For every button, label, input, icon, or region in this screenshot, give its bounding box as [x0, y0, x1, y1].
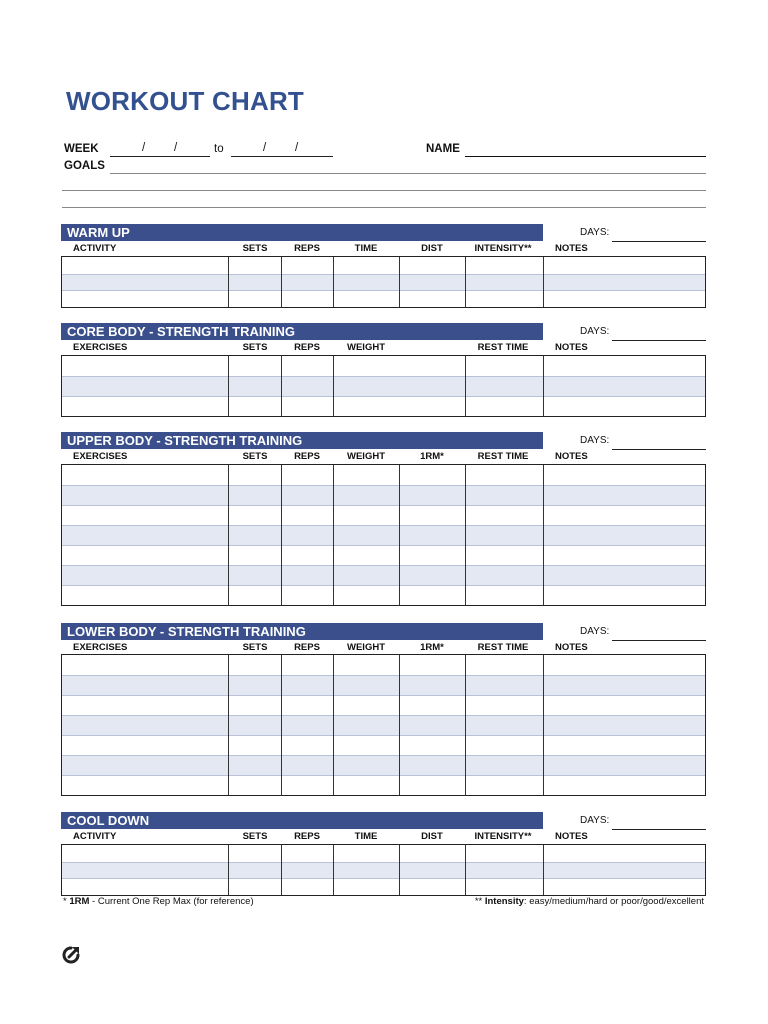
column-header: REPS	[294, 451, 320, 462]
date-separator: /	[174, 142, 178, 154]
date-separator: /	[142, 142, 146, 154]
table-lower	[61, 654, 706, 796]
table-row[interactable]	[62, 465, 705, 485]
column-header: NOTES	[555, 831, 588, 842]
column-header: WEIGHT	[347, 342, 385, 353]
table-row[interactable]	[62, 525, 705, 546]
column-header: SETS	[242, 243, 268, 254]
days-field[interactable]	[612, 449, 706, 450]
column-divider	[281, 655, 282, 795]
table-warmup	[61, 256, 706, 308]
days-field[interactable]	[612, 640, 706, 641]
column-divider	[465, 655, 466, 795]
page-title: WORKOUT CHART	[66, 86, 305, 116]
footnote-1rm: * 1RM - Current One Rep Max (for reference)	[63, 896, 254, 907]
footnote-intensity: ** Intensity: easy/medium/hard or poor/good/excellent	[474, 896, 704, 907]
table-row[interactable]	[62, 735, 705, 756]
column-header: TIME	[354, 243, 378, 254]
column-divider	[281, 845, 282, 895]
column-header: EXERCISES	[73, 451, 128, 462]
column-divider	[543, 257, 544, 307]
table-row[interactable]	[62, 675, 705, 696]
column-header: INTENSITY**	[474, 831, 532, 842]
column-header: NOTES	[555, 342, 588, 353]
column-header: SETS	[242, 342, 268, 353]
column-divider	[399, 465, 400, 605]
column-header: EXERCISES	[73, 642, 128, 653]
column-header: REPS	[294, 831, 320, 842]
refresh-arrow-icon	[61, 945, 81, 965]
column-divider	[465, 845, 466, 895]
column-header: SETS	[242, 642, 268, 653]
date-separator: /	[263, 142, 267, 154]
week-label: WEEK	[64, 143, 99, 155]
days-field[interactable]	[612, 241, 706, 242]
date-separator: /	[295, 142, 299, 154]
column-header: DIST	[421, 831, 443, 842]
column-header: NOTES	[555, 243, 588, 254]
section-title-lower: LOWER BODY - STRENGTH TRAINING	[61, 623, 543, 640]
name-label: NAME	[426, 143, 460, 155]
column-divider	[333, 356, 334, 416]
column-header: DIST	[421, 243, 443, 254]
table-row[interactable]	[62, 585, 705, 606]
column-divider	[543, 465, 544, 605]
section-title-cooldown: COOL DOWN	[61, 812, 543, 829]
days-label: DAYS:	[580, 326, 610, 337]
column-divider	[543, 845, 544, 895]
column-divider	[543, 356, 544, 416]
table-row[interactable]	[62, 695, 705, 716]
table-upper	[61, 464, 706, 606]
column-header: NOTES	[555, 451, 588, 462]
goals-label: GOALS	[64, 160, 105, 172]
column-divider	[281, 356, 282, 416]
column-header: NOTES	[555, 642, 588, 653]
column-header: WEIGHT	[347, 642, 385, 653]
column-divider	[333, 465, 334, 605]
table-row[interactable]	[62, 485, 705, 506]
table-row[interactable]	[62, 274, 705, 292]
days-label: DAYS:	[580, 626, 610, 637]
column-header: REPS	[294, 342, 320, 353]
table-row[interactable]	[62, 565, 705, 586]
column-divider	[228, 465, 229, 605]
footnote-intensity-term: Intensity	[484, 896, 524, 907]
column-divider	[333, 845, 334, 895]
table-row[interactable]	[62, 715, 705, 736]
footnote-1rm-term: 1RM	[69, 896, 90, 907]
column-divider	[333, 655, 334, 795]
column-divider	[399, 257, 400, 307]
table-row[interactable]	[62, 878, 705, 896]
column-header: REST TIME	[477, 342, 529, 353]
days-label: DAYS:	[580, 435, 610, 446]
column-divider	[399, 845, 400, 895]
table-row[interactable]	[62, 290, 705, 308]
column-header: ACTIVITY	[73, 831, 117, 842]
days-field[interactable]	[612, 829, 706, 830]
goals-line-1[interactable]	[110, 173, 706, 174]
column-divider	[465, 356, 466, 416]
table-row[interactable]	[62, 376, 705, 397]
column-header: WEIGHT	[347, 451, 385, 462]
table-core	[61, 355, 706, 417]
column-header: TIME	[354, 831, 378, 842]
column-divider	[543, 655, 544, 795]
column-divider	[228, 356, 229, 416]
table-row[interactable]	[62, 862, 705, 880]
table-row[interactable]	[62, 545, 705, 566]
column-header: EXERCISES	[73, 342, 128, 353]
column-header: REST TIME	[477, 451, 529, 462]
column-divider	[228, 655, 229, 795]
column-divider	[399, 655, 400, 795]
column-divider	[281, 465, 282, 605]
column-header: SETS	[242, 831, 268, 842]
column-header: 1RM*	[420, 451, 444, 462]
table-row[interactable]	[62, 755, 705, 776]
table-row[interactable]	[62, 396, 705, 417]
days-label: DAYS:	[580, 227, 610, 238]
column-header: REST TIME	[477, 642, 529, 653]
section-title-warmup: WARM UP	[61, 224, 543, 241]
column-divider	[333, 257, 334, 307]
week-end-field[interactable]	[231, 156, 333, 157]
column-header: REPS	[294, 642, 320, 653]
column-divider	[281, 257, 282, 307]
section-title-core: CORE BODY - STRENGTH TRAINING	[61, 323, 543, 340]
column-header: 1RM*	[420, 642, 444, 653]
column-header: SETS	[242, 451, 268, 462]
days-label: DAYS:	[580, 815, 610, 826]
goals-line-3[interactable]	[62, 207, 706, 208]
days-field[interactable]	[612, 340, 706, 341]
week-start-field[interactable]	[110, 156, 210, 157]
table-row[interactable]	[62, 356, 705, 376]
column-divider	[465, 257, 466, 307]
table-row[interactable]	[62, 257, 705, 274]
column-divider	[228, 257, 229, 307]
column-divider	[228, 845, 229, 895]
column-header: INTENSITY**	[474, 243, 532, 254]
column-header: ACTIVITY	[73, 243, 117, 254]
to-label: to	[214, 143, 224, 155]
table-cooldown	[61, 844, 706, 896]
table-row[interactable]	[62, 845, 705, 862]
table-row[interactable]	[62, 775, 705, 796]
column-divider	[465, 465, 466, 605]
goals-line-2[interactable]	[62, 190, 706, 191]
table-row[interactable]	[62, 655, 705, 675]
name-field[interactable]	[465, 156, 706, 157]
table-row[interactable]	[62, 505, 705, 526]
section-title-upper: UPPER BODY - STRENGTH TRAINING	[61, 432, 543, 449]
column-header: REPS	[294, 243, 320, 254]
